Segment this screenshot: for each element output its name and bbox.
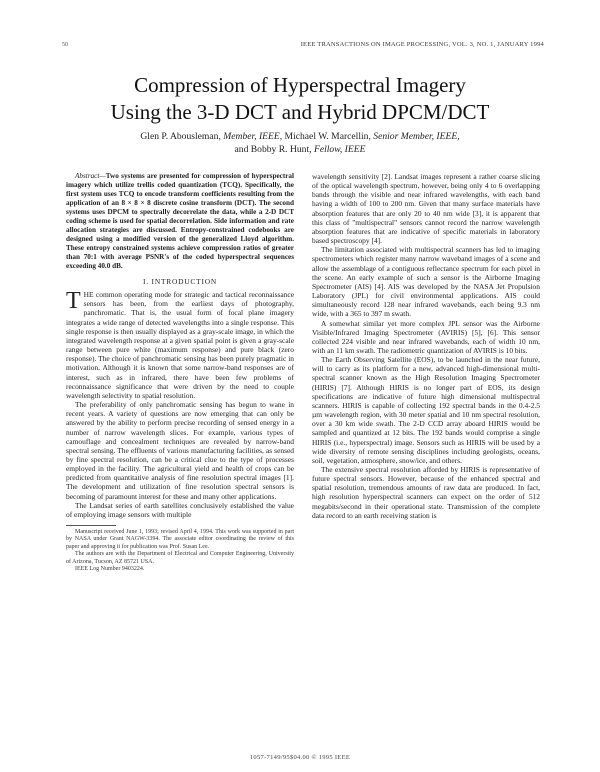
title-line-1: Compression of Hyperspectral Imagery — [134, 73, 466, 97]
right-paragraph-3: A somewhat similar yet more complex JPL sensor was the Airborne Visible/Infrared Imaging Spectrometer (AVIRIS) [5], [6]. This sensor collected 224 visible and near infrared wavebands, each of width 10 nm, with an 11 km swath. The radiometric quantization of AVIRIS is 10 bits. — [312, 318, 540, 355]
author-line-1 — [0, 130, 600, 143]
intro-paragraph-1 — [66, 290, 294, 400]
footnote-manuscript: Manuscript received June 1, 1993; revised April 4, 1994. This work was supported in part by NASA under Grant NAGW-3394. The associate editor coordinating the review of this paper and approving it for publication was Prof. Susan Lee. — [66, 529, 294, 550]
intro-paragraph-2: The preferability of only panchromatic sensing has begun to wane in recent years. A variety of questions are now emerging that can only be answered by the ability to perform precise recording of sensed energy in a number of narrow wavelength slices. For example, various types of camouflage and concealment techniques are revealed by narrow-band spectral sensing. The effluents of various manufacturing facilities, as sensed by fine spectral resolution, can be a critical clue to the type of processes employed in the facility. The agricultural yield and health of crops can be predicted from quantitative analysis of fine resolution spectral images [1]. The development and utilization of fine resolution spectral sensors is becoming of paramount interest for these and many other applications. — [66, 400, 294, 501]
abstract — [66, 172, 294, 271]
right-paragraph-5: The extensive spectral resolution afforded by HIRIS is representative of future spectral sensors. However, because of the enhanced spectral and spatial resolution, tremendous amounts of raw data are produced. In fact, high resolution hyperspectral scanners can expect on the order of 512 megabits/second in their operational state. Transmission of the complete data record to an earth receiving station is — [312, 465, 540, 520]
left-column — [66, 172, 294, 574]
author-role-3: Fellow, IEEE — [313, 144, 366, 155]
footnote-divider — [66, 525, 116, 526]
author-block — [0, 130, 600, 156]
drop-cap: T — [66, 288, 81, 315]
author-role-2: Senior Member, IEEE, — [373, 131, 460, 142]
title-line-2: Using the 3-D DCT and Hybrid DPCM/DCT — [110, 100, 490, 124]
running-head: IEEE TRANSACTIONS ON IMAGE PROCESSING, VOL. 3, NO. 1, JANUARY 1994 — [300, 41, 544, 48]
abstract-label: Abstract— — [75, 172, 106, 180]
author-role-1: Member, IEEE, — [223, 131, 283, 142]
author-name-2: Michael W. Marcellin, — [284, 131, 371, 142]
intro-paragraph-1-text: HE common operating mode for strategic and tactical reconnaissance sensors has been, from the earliest days of photography, panchromatic. That is, the usual form of focal plane imagery integrates a wide range of detected wavelengths into a single response. This single response is then usually displayed as a gray-scale image, in which the integrated wavelength response at a given spatial point is given a gray-scale range between pure white (maximum response) and pure black (zero response). The choice of panchromatic sensing has been purely pragmatic in motivation. Although it is known that some narrow-band responses are of interest, such as in infrared, there have been few problems of reconnaissance significance that were driven by the need to couple wavelength selectivity to spatial resolution. — [66, 290, 294, 400]
right-paragraph-4: The Earth Observing Satellite (EOS), to be launched in the near future, will to carry as its platform for a new, advanced high-dimensional multi-spectral scanner known as the High Resolution Imaging Spectrometer (HIRIS) [7]. Although HIRIS is no longer part of EOS, its design specifications are indicative of future high dimensional multispectral scanners. HIRIS is capable of collecting 192 spectral bands in the 0.4-2.5 µm wavelength region, with 30 meter spatial and 10 nm spectral resolution, over a 30 km wide swath. The 2-D CCD array aboard HIRIS would be sampled and quantized at 12 bits. The 192 bands would comprise a single HIRIS (i.e., hyperspectral) image. Sensors such as HIRIS will be used by a wide diversity of remote sensing disciplines including geologists, oceans, soil, vegetation, atmosphere, snow/ice, and others. — [312, 355, 540, 465]
section-heading-introduction: I. INTRODUCTION — [143, 277, 217, 286]
author-line-2 — [0, 143, 600, 156]
paper-title — [0, 72, 600, 126]
right-paragraph-1: wavelength sensitivity [2]. Landsat images represent a rather coarse slicing of the optical wavelength spectrum, however, being only 4 to 6 overlapping bands through the visible and near infrared wavelengths, with each band having a width of 100 to 200 nm. Given that many surface materials have absorption features that are only 20 to 40 nm wide [3], it is apparent that this class of "multispectral" sensors cannot record the narrow wavelength absorption features that are indicative of specific materials in laboratory based spectroscopy [4]. — [312, 172, 540, 246]
footer-copyright: 1057-7149/95$04.00 © 1995 IEEE — [249, 754, 351, 761]
author-name-1: Glen P. Abousleman, — [140, 131, 221, 142]
intro-paragraph-3: The Landsat series of earth satellites conclusively established the value of employing image sensors with multiple — [66, 500, 294, 519]
page-number: 50 — [62, 42, 68, 48]
abstract-text: Two systems are presented for compression of hyperspectral imagery which utilize trellis coded quantization (TCQ). Specifically, the first system uses TCQ to encode transform coefficients resulting from the application of an 8 × 8 × 8 discrete cosine transform (DCT). The second systems uses DPCM to spectrally decorrelate the data, while a 2-D DCT coding scheme is used for spatial decorrelation. Side information and rate allocation strategies are discussed. Entropy-constrained codebooks are designed using a modified version of the generalized Lloyd algorithm. These entropy constrained systems achieve compression ratios of greater than 70:1 with average PSNR's of the coded hyperspectral sequences exceeding 40.0 dB. — [66, 172, 294, 270]
author-name-3: and Bobby R. Hunt, — [234, 144, 312, 155]
footnote-affiliation: The authors are with the Department of Electrical and Computer Engineering, University of Arizona, Tucson, AZ 85721 USA. — [66, 551, 294, 565]
right-column — [312, 172, 540, 520]
right-paragraph-2: The limitation associated with multispectral scanners has led to imaging spectrometers which register many narrow waveband images of a scene and allow the assemblage of a contiguous reflectance spectrum for each pixel in the scene. An early example of such a sensor is the Airborne Imaging Spectrometer (AIS) [4]. AIS was developed by the NASA Jet Propulsion Laboratory (JPL) for civil environmental applications. AIS could simultaneously record 128 near infrared wavebands, each being 9.3 nm wide, with a 365 to 397 m swath. — [312, 245, 540, 319]
footnote-log-number: IEEE Log Number 9403224. — [75, 566, 145, 573]
